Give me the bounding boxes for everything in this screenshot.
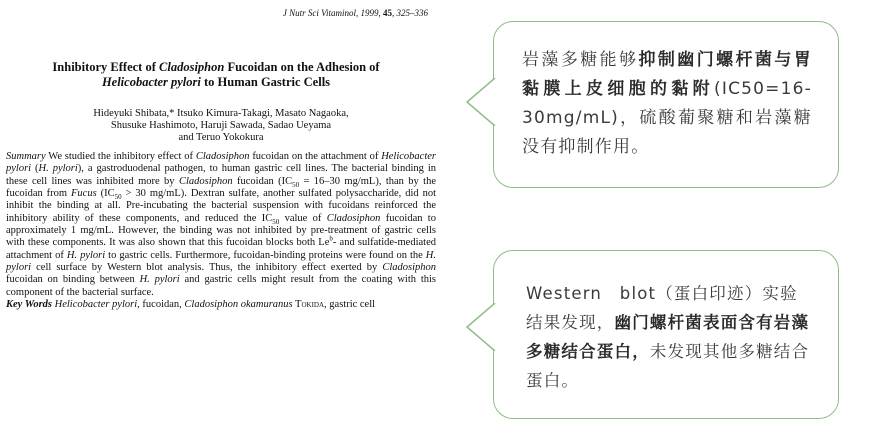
summary-body xyxy=(6,151,436,298)
callout-highlight: 抑制幽门螺杆菌与胃黏膜上皮细胞的黏附 xyxy=(522,50,812,99)
text-segment: = 16–30 mg/mL), than by the fucoidan from xyxy=(6,175,437,200)
keywords-paragraph xyxy=(6,299,436,311)
text-segment: 50 xyxy=(272,217,280,226)
text-segment: cell surface by Western blot analysis. Thus, the inhibitory effect exerted by xyxy=(31,262,383,274)
keywords-label: Key Words xyxy=(6,299,52,311)
text-segment: Cladosiphon xyxy=(382,262,436,274)
text-segment: H. pylori xyxy=(38,163,78,175)
text-segment: fucoidan on the attachment of xyxy=(249,151,382,162)
text-segment: Cladosiphon xyxy=(195,151,250,162)
text-segment: 50 xyxy=(292,180,300,189)
paper-abstract-page xyxy=(6,8,444,432)
text-segment: Fucus xyxy=(71,188,97,200)
text-segment: Cladosiphon xyxy=(178,175,233,187)
text-segment: , gastric cell xyxy=(324,299,376,311)
text-segment: value of xyxy=(279,212,327,224)
text-segment: and gastric cells might result from the coating with this component of the bacterial surface. xyxy=(6,274,436,298)
text-segment: ( xyxy=(31,163,39,175)
text-segment: to gastric cells. Furthermore, fucoidan-binding proteins were found on the xyxy=(105,249,426,261)
journal-volume: 45 xyxy=(383,8,392,18)
text-segment: H. pylori xyxy=(6,249,437,274)
paper-authors: Hideyuki Shibata,* Itsuko Kimura-Takagi, Masato Nagaoka, Shusuke Hashimoto, Haruji Sawada, Sadao Ueyama and Teruo Yokokura xyxy=(93,108,349,143)
text-segment: Helicobacter pylori xyxy=(6,151,436,175)
text-segment: Cladosiphon xyxy=(326,212,381,224)
text-segment: (IC xyxy=(96,188,115,200)
text-segment: Tokida xyxy=(292,299,325,311)
text-segment: , fucoidan, xyxy=(137,299,185,311)
text-segment: Helicobacter pylori xyxy=(54,299,138,311)
callout-inhibition-summary: 岩藻多糖能够抑制幽门螺杆菌与胃黏膜上皮细胞的黏附(IC50=16-30mg/mL)，硫酸葡聚糖和岩藻糖没有抑制作用。 xyxy=(493,21,839,188)
paper-abstract xyxy=(6,151,436,311)
text-segment: Cladosiphon okamuranus xyxy=(184,299,293,311)
text-segment: ), a gastroduodenal pathogen, to human gastric cell lines. The bacterial binding in these cell lines was inhibited more by xyxy=(6,163,436,187)
callout-pointer-top xyxy=(466,78,496,126)
text-segment: > 30 mg/mL). Dextran sulfate, another sulfated polysaccharide, did not inhibit the binding at all. Pre-incubating the bacterial suspension with fucoidans reinforced the inhibitory ability of these components, and reduced the IC xyxy=(6,188,436,224)
journal-citation: J Nutr Sci Vitaminol, 1999, 45, 325–336 xyxy=(282,8,428,18)
text-segment: - and sulfatide-mediated attachment of xyxy=(6,237,436,261)
text-segment: b xyxy=(329,234,333,243)
journal-name: J Nutr Sci Vitaminol xyxy=(282,8,356,18)
callout-pointer-bottom xyxy=(466,303,496,351)
summary-label: Summary xyxy=(6,151,46,162)
callout-western-blot-summary: Western blot（蛋白印迹）实验结果发现，幽门螺杆菌表面含有岩藻多糖结合蛋白，未发现其他多糖结合蛋白。 xyxy=(493,250,839,419)
callout-highlight: 幽门螺杆菌表面含有岩藻多糖结合蛋白， xyxy=(526,313,810,361)
text-segment: 50 xyxy=(114,193,122,202)
text-segment: fucoidan to approximately 1 mg/mL. However, the binding was not inhibited by pre-treatment of gastric cells with these components. It was also shown that this fucoidan blocks both Le xyxy=(6,212,436,249)
text-segment: We studied the inhibitory effect of xyxy=(45,151,196,162)
paper-title: Inhibitory Effect of Cladosiphon Fucoidan on the Adhesion of Helicobacter pylori to Human Gastric Cells xyxy=(52,60,380,89)
text-segment: fucoidan on binding between xyxy=(6,274,140,286)
text-segment: H. pylori xyxy=(66,249,106,261)
text-segment: fucoidan (IC xyxy=(232,175,293,187)
text-segment: H. pylori xyxy=(139,274,180,286)
summary-paragraph xyxy=(6,151,436,299)
keywords-body xyxy=(52,299,375,310)
